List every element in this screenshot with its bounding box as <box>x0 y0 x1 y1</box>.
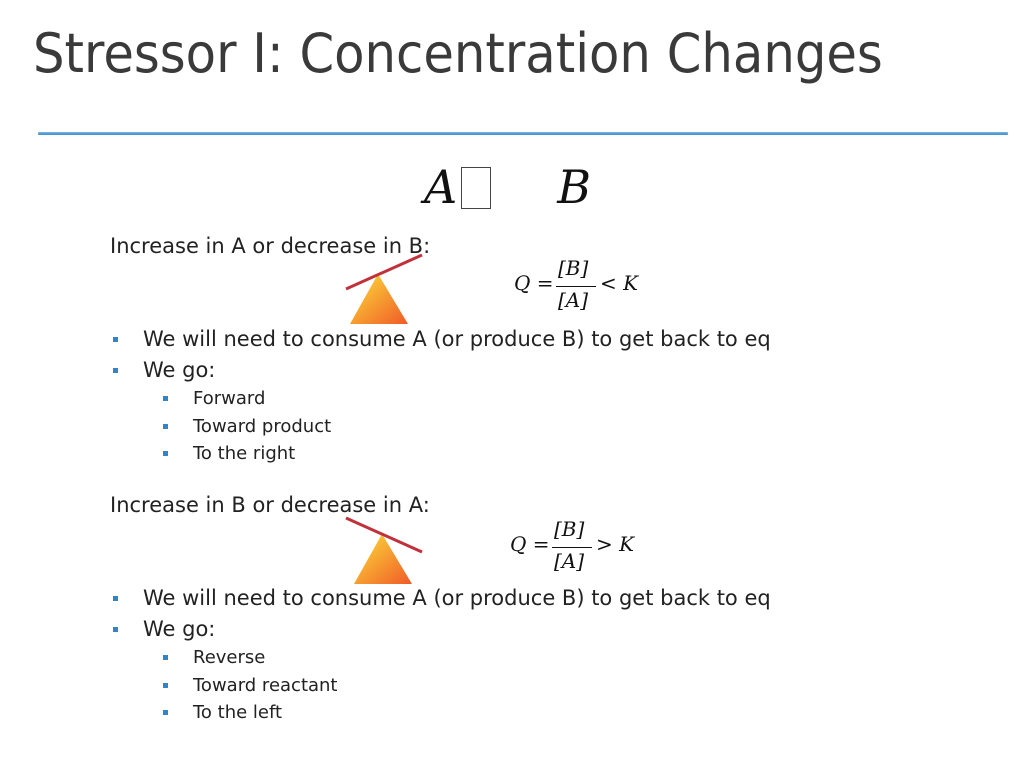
list-item: Toward reactant <box>162 672 338 700</box>
relation-to-k: > K <box>596 532 635 556</box>
title-divider <box>38 132 1008 135</box>
list-item: Reverse <box>162 644 338 672</box>
fulcrum-icon <box>354 534 412 584</box>
seesaw-tilt-icon <box>340 252 430 328</box>
q-label: Q = <box>514 271 554 295</box>
case-1-heading: Increase in A or decrease in B: <box>110 234 431 258</box>
reaction-equation <box>424 160 591 214</box>
case-2-heading: Increase in B or decrease in A: <box>110 493 430 517</box>
list-item: We will need to consume A (or produce B) to get back to eq <box>110 583 771 614</box>
list-item: To the left <box>162 699 338 727</box>
list-item: Forward <box>162 385 331 413</box>
list-item: We will need to consume A (or produce B) to get back to eq <box>110 324 771 355</box>
denominator: [A] <box>558 288 589 312</box>
list-item: Toward product <box>162 413 331 441</box>
list-item: We go: <box>110 614 771 645</box>
seesaw-tilt-icon <box>340 512 430 588</box>
case-2-bullets <box>110 583 771 645</box>
numerator: [B] <box>554 517 585 541</box>
numerator: [B] <box>558 256 589 280</box>
slide-title: Stressor I: Concentration Changes <box>33 22 883 85</box>
case-2-subbullets <box>162 644 338 727</box>
equilibrium-arrow-icon <box>461 167 491 209</box>
denominator: [A] <box>554 549 585 573</box>
list-item: We go: <box>110 355 771 386</box>
q-label: Q = <box>510 532 550 556</box>
list-item: To the right <box>162 440 331 468</box>
relation-to-k: < K <box>600 271 639 295</box>
reactant-a: A <box>424 160 458 214</box>
fulcrum-icon <box>350 274 408 324</box>
case-1-subbullets <box>162 385 331 468</box>
lever-icon <box>346 255 422 289</box>
case-1-bullets <box>110 324 771 386</box>
product-b: B <box>557 160 592 214</box>
